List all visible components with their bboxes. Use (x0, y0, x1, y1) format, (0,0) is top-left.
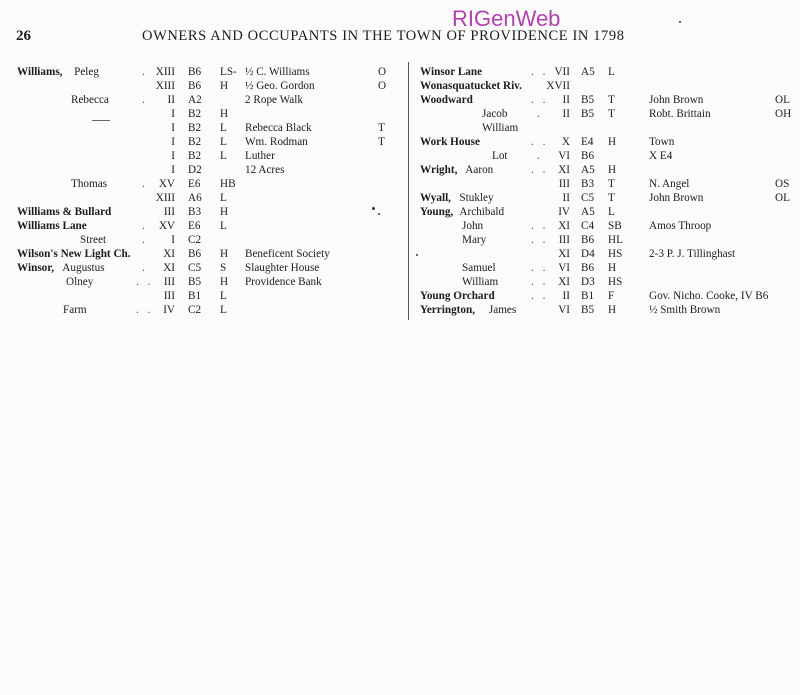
block-code: C5 (188, 262, 202, 274)
use-code: H (220, 206, 229, 218)
ward-number: I (171, 108, 175, 120)
column-divider (408, 62, 409, 320)
ward-number: I (171, 136, 175, 148)
block-code: B2 (188, 136, 202, 148)
block-code: B1 (188, 290, 202, 302)
block-code: B2 (188, 122, 202, 134)
occupant-note: Beneficent Society (245, 248, 330, 260)
entry-row (420, 149, 795, 163)
use-code: H (220, 248, 229, 260)
leader-dots: . . (136, 276, 154, 288)
entry-given-name: Rebecca (71, 94, 109, 106)
ownership-flag: O (378, 66, 387, 78)
entry-surname: Yerrington, (420, 304, 475, 316)
entry-row (17, 233, 407, 247)
entry-row (17, 65, 407, 79)
entry-row (420, 233, 795, 247)
occupant-note: X E4 (649, 150, 673, 162)
block-code: B1 (581, 290, 595, 302)
ownership-flag: OL (775, 192, 790, 204)
entry-surname: Wright, (420, 164, 458, 176)
ward-number: VII (554, 66, 570, 78)
occupant-note: Providence Bank (245, 276, 322, 288)
block-code: B6 (188, 248, 202, 260)
use-code: F (608, 290, 615, 302)
block-code: B2 (188, 108, 202, 120)
ward-number: XIII (155, 80, 175, 92)
occupant-note: Robt. Brittain (649, 108, 711, 120)
entry-surname: Wyall, (420, 192, 451, 204)
leader-dots: . . (531, 66, 549, 78)
entry-row (420, 177, 795, 191)
entry-given-name: Jacob (482, 108, 508, 120)
use-code: H (220, 276, 229, 288)
scan-speck (378, 213, 380, 215)
entry-row (17, 261, 407, 275)
block-code: B2 (188, 150, 202, 162)
leader-dots: . . (531, 290, 549, 302)
ward-number: XI (163, 262, 175, 274)
occupant-note: Amos Throop (649, 220, 712, 232)
entry-row (420, 135, 795, 149)
entry-given-name: Aaron (465, 164, 494, 176)
block-code: E6 (188, 178, 201, 190)
entry-row (17, 303, 407, 317)
leader-dots: . (142, 66, 148, 78)
ward-number: III (163, 276, 175, 288)
block-code: C2 (188, 304, 202, 316)
leader-dots: . (142, 94, 148, 106)
ward-number: XV (158, 178, 175, 190)
entry-row (17, 205, 407, 219)
block-code: B6 (188, 66, 202, 78)
entry-row (420, 219, 795, 233)
block-code: B6 (581, 234, 595, 246)
entry-row (17, 177, 407, 191)
leader-dots: . (142, 178, 148, 190)
ownership-flag: T (378, 122, 385, 134)
block-code: B6 (188, 80, 202, 92)
use-code: HB (220, 178, 236, 190)
ownership-flag: T (378, 136, 385, 148)
use-code: H (220, 108, 229, 120)
entry-surname: Williams Lane (17, 220, 87, 232)
occupant-note: 2 Rope Walk (245, 94, 303, 106)
use-code: H (608, 262, 617, 274)
ward-number: IV (163, 304, 175, 316)
scan-speck (679, 21, 681, 23)
use-code: H (608, 136, 617, 148)
page-title: OWNERS AND OCCUPANTS IN THE TOWN OF PROVIDENCE IN 1798 (142, 28, 625, 44)
use-code: H (220, 80, 229, 92)
entry-row (420, 247, 795, 261)
entry-row (17, 149, 407, 163)
block-code: B6 (581, 262, 595, 274)
block-code: D2 (188, 164, 202, 176)
rigenweb-watermark: RIGenWeb (452, 6, 561, 31)
leader-dots: . (537, 108, 543, 120)
ward-number: III (163, 290, 175, 302)
ownership-flag: O (378, 80, 387, 92)
ward-number: VI (558, 304, 570, 316)
occupant-note: 12 Acres (245, 164, 285, 176)
entry-row (17, 163, 407, 177)
entry-given-name: Lot (492, 150, 508, 162)
ward-number: VI (558, 150, 570, 162)
use-code: SB (608, 220, 622, 232)
entry-surname: Wonasquatucket Riv. (420, 80, 522, 92)
entry-row (17, 107, 407, 121)
entry-row (420, 79, 795, 93)
ward-number: XIII (155, 192, 175, 204)
use-code: H (608, 164, 617, 176)
entry-given-name: Augustus (62, 262, 105, 274)
page-number: 26 (16, 28, 31, 44)
ward-number: XVII (546, 80, 570, 92)
ward-number: II (562, 94, 570, 106)
block-code: A5 (581, 206, 595, 218)
block-code: E4 (581, 136, 594, 148)
scan-speck (416, 254, 418, 256)
entry-row (17, 289, 407, 303)
entry-given-name: John (462, 220, 484, 232)
block-code: B3 (581, 178, 595, 190)
entry-row (17, 93, 407, 107)
ward-number: XI (558, 276, 570, 288)
entry-row (420, 191, 795, 205)
entry-surname: Young Orchard (420, 290, 495, 302)
ward-number: I (171, 150, 175, 162)
entry-row (420, 205, 795, 219)
ward-number: III (558, 234, 570, 246)
occupant-note: John Brown (649, 94, 704, 106)
ward-number: XI (163, 248, 175, 260)
entry-surname: Winsor Lane (420, 66, 483, 78)
leader-dots: . . (531, 234, 549, 246)
ward-number: III (163, 206, 175, 218)
ward-number: XI (558, 248, 570, 260)
scan-speck (372, 207, 375, 210)
ward-number: I (171, 234, 175, 246)
occupant-note: Luther (245, 150, 275, 162)
ownership-flag: OH (775, 108, 792, 120)
use-code: L (220, 150, 227, 162)
use-code: L (608, 66, 615, 78)
use-code: S (220, 262, 227, 274)
block-code: A5 (581, 164, 595, 176)
ward-number: II (562, 290, 570, 302)
block-code: C5 (581, 192, 595, 204)
entry-row (17, 219, 407, 233)
entry-surname: Young, (420, 206, 454, 218)
entry-row (420, 261, 795, 275)
occupant-note: Slaughter House (245, 262, 320, 274)
scan-dash (92, 120, 110, 121)
leader-dots: . . (531, 220, 549, 232)
occupant-note: ½ C. Williams (245, 66, 310, 78)
occupant-note: John Brown (649, 192, 704, 204)
entry-row (17, 79, 407, 93)
leader-dots: . (142, 220, 148, 232)
entry-given-name: Peleg (74, 66, 99, 78)
use-code: HS (608, 248, 623, 260)
ward-number: VI (558, 262, 570, 274)
entry-given-name: Farm (63, 304, 87, 316)
ownership-flag: OL (775, 94, 790, 106)
use-code: H (608, 304, 617, 316)
ward-number: X (561, 136, 570, 148)
entry-given-name: William (462, 276, 499, 288)
entry-given-name: William (482, 122, 519, 134)
leader-dots: . . (531, 276, 549, 288)
entry-row (420, 93, 795, 107)
leader-dots: . . (531, 94, 549, 106)
block-code: B5 (581, 304, 595, 316)
entry-row (420, 107, 795, 121)
use-code: L (220, 220, 227, 232)
use-code: LS- (220, 66, 237, 78)
leader-dots: . (537, 150, 543, 162)
entry-given-name: Thomas (71, 178, 108, 190)
entry-row (17, 135, 407, 149)
block-code: A5 (581, 66, 595, 78)
use-code: L (608, 206, 615, 218)
block-code: E6 (188, 220, 201, 232)
entry-given-name: Olney (66, 276, 94, 288)
entry-given-name: James (488, 304, 517, 316)
use-code: T (608, 94, 615, 106)
entry-surname: Work House (420, 136, 480, 148)
entry-row (420, 163, 795, 177)
use-code: HS (608, 276, 623, 288)
use-code: L (220, 290, 227, 302)
ward-number: XI (558, 220, 570, 232)
entry-given-name: Mary (462, 234, 487, 246)
occupant-note: ½ Geo. Gordon (245, 80, 315, 92)
block-code: D3 (581, 276, 595, 288)
occupant-note: Wm. Rodman (245, 136, 308, 148)
ward-number: XIII (155, 66, 175, 78)
ward-number: II (562, 192, 570, 204)
entry-row (420, 121, 795, 135)
use-code: L (220, 192, 227, 204)
block-code: B5 (581, 108, 595, 120)
ward-number: IV (558, 206, 570, 218)
occupant-note: 2-3 P. J. Tillinghast (649, 248, 736, 260)
ward-number: XV (158, 220, 175, 232)
occupant-note: Gov. Nicho. Cooke, IV B6 (649, 290, 769, 302)
entry-given-name: Stukley (459, 192, 494, 204)
entry-given-name: Street (80, 234, 107, 246)
leader-dots: . (142, 262, 148, 274)
ward-number: II (562, 108, 570, 120)
entry-row (17, 191, 407, 205)
use-code: HL (608, 234, 623, 246)
entry-surname: Williams & Bullard (17, 206, 112, 218)
entry-surname: Winsor, (17, 262, 54, 274)
ward-number: III (558, 178, 570, 190)
use-code: L (220, 304, 227, 316)
block-code: D4 (581, 248, 595, 260)
ward-number: I (171, 164, 175, 176)
entry-given-name: Samuel (462, 262, 496, 274)
occupant-note: N. Angel (649, 178, 690, 190)
use-code: T (608, 192, 615, 204)
block-code: C2 (188, 234, 202, 246)
ownership-flag: OS (775, 178, 790, 190)
use-code: L (220, 136, 227, 148)
leader-dots: . . (136, 304, 154, 316)
entry-given-name: Archibald (459, 206, 505, 218)
entry-row (420, 275, 795, 289)
leader-dots: . . (531, 164, 549, 176)
occupant-note: ½ Smith Brown (649, 304, 721, 316)
entry-row (17, 121, 407, 135)
use-code: L (220, 122, 227, 134)
entry-surname: Williams, (17, 66, 63, 78)
entry-row (420, 303, 795, 317)
block-code: B6 (581, 150, 595, 162)
use-code: T (608, 108, 615, 120)
block-code: B5 (188, 276, 202, 288)
entry-surname: Wilson's New Light Ch. (17, 248, 131, 260)
block-code: B5 (581, 94, 595, 106)
occupant-note: Town (649, 136, 675, 148)
leader-dots: . . (531, 136, 549, 148)
entry-row (420, 65, 795, 79)
entry-row (17, 275, 407, 289)
ward-number: I (171, 122, 175, 134)
block-code: C4 (581, 220, 595, 232)
leader-dots: . (142, 234, 148, 246)
leader-dots: . . (531, 262, 549, 274)
occupant-note: Rebecca Black (245, 122, 312, 134)
entry-surname: Woodward (420, 94, 473, 106)
entry-row (420, 289, 795, 303)
ward-number: II (167, 94, 175, 106)
block-code: B3 (188, 206, 202, 218)
ward-number: XI (558, 164, 570, 176)
block-code: A6 (188, 192, 202, 204)
block-code: A2 (188, 94, 202, 106)
entry-row (17, 247, 407, 261)
use-code: T (608, 178, 615, 190)
